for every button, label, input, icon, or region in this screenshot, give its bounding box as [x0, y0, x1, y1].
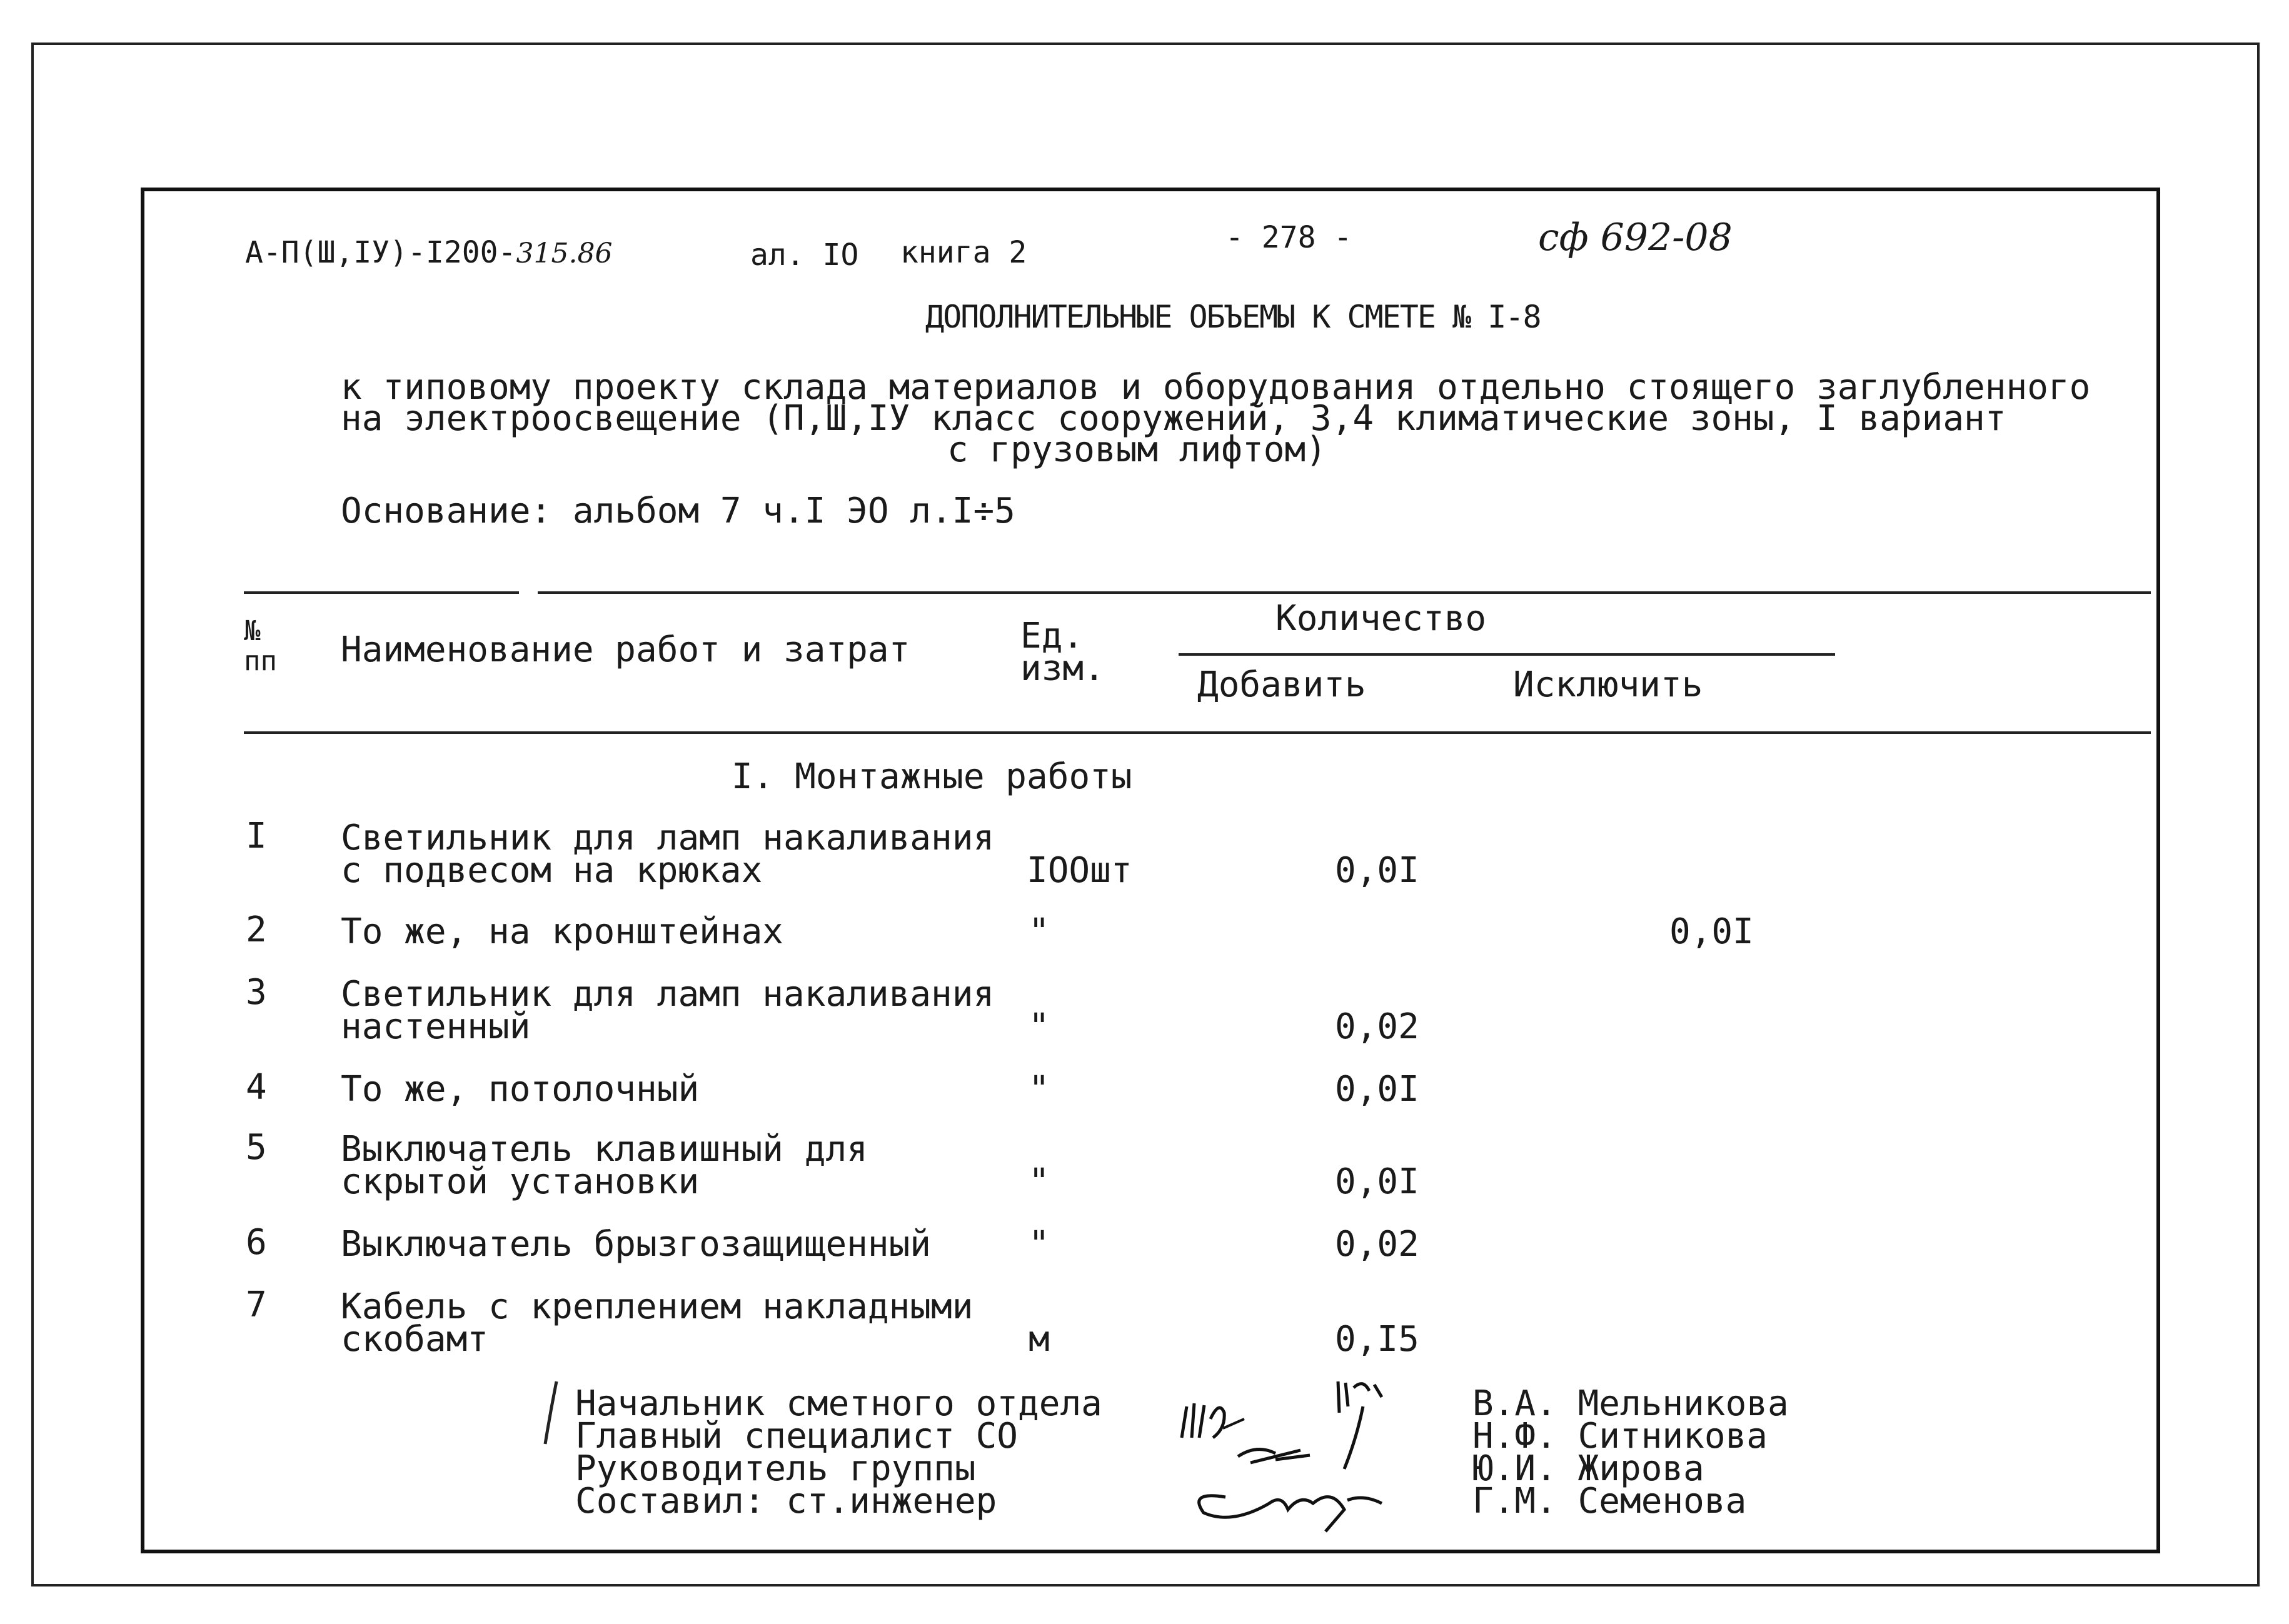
subtitle-line-3: с грузовым лифтом)	[947, 429, 1327, 470]
row-7-name: Кабель с креплением накладными скобамт	[341, 1286, 973, 1360]
signatory-role-3: Руководитель группы	[575, 1448, 976, 1489]
row-4-unit: "	[1029, 1069, 1050, 1110]
row-1-unit: IOOшт	[1027, 850, 1132, 891]
row-6-num: 6	[246, 1222, 267, 1263]
row-6-unit: "	[1029, 1224, 1050, 1265]
row-2-num: 2	[246, 910, 267, 950]
album-number: ал. IO	[750, 238, 859, 273]
col-header-name: Наименование работ и затрат	[341, 629, 910, 670]
section-heading: I. Монтажные работы	[732, 756, 1132, 797]
row-7-num: 7	[246, 1285, 267, 1325]
page-number: - 278 -	[1225, 220, 1352, 255]
col-header-unit: Ед. изм.	[1020, 616, 1105, 689]
stamp-number: сф 692-08	[1538, 216, 1733, 259]
row-3-add: 0,02	[1335, 1006, 1419, 1047]
row-3-name: Светильник для ламп накаливания настенный	[341, 974, 995, 1047]
signatory-role-1: Начальник сметного отдела	[575, 1383, 1102, 1424]
row-4-add: 0,0I	[1335, 1069, 1419, 1110]
row-2-name: То же, на кронштейнах	[341, 911, 784, 952]
col-header-num: № пп	[244, 615, 277, 677]
quantity-rule	[1179, 653, 1835, 656]
col-header-quantity: Количество	[1275, 598, 1487, 639]
basis-reference: Основание: альбом 7 ч.I ЭО л.I÷5	[341, 491, 1015, 531]
row-5-name: Выключатель клавишный для скрытой установки	[341, 1129, 868, 1202]
signatory-name-4: Г.М. Семенова	[1472, 1481, 1747, 1521]
col-header-add: Добавить	[1197, 664, 1366, 705]
signature-bracket	[538, 1375, 563, 1450]
signatory-name-3: Ю.И. Жирова	[1472, 1448, 1704, 1489]
subtitle-line-2: на электроосвещение (П,Ш,IУ класс сооружений, 3,4 климатические зоны, I вариант	[341, 398, 2006, 439]
header-rule-bottom	[244, 731, 2151, 734]
row-5-add: 0,0I	[1335, 1161, 1419, 1202]
row-6-add: 0,02	[1335, 1224, 1419, 1265]
handwritten-signatures	[1175, 1369, 1463, 1538]
row-7-add: 0,I5	[1335, 1319, 1419, 1360]
doc-code: А-П(Ш,IУ)-I200-315.86	[245, 235, 613, 270]
row-1-num: I	[246, 816, 267, 856]
row-5-num: 5	[246, 1127, 267, 1168]
row-4-name: То же, потолочный	[341, 1069, 700, 1110]
row-5-unit: "	[1029, 1161, 1050, 1202]
row-3-num: 3	[246, 972, 267, 1013]
header-rule-left	[244, 591, 519, 594]
book-number: книга 2	[900, 235, 1027, 270]
signatory-role-4: Составил: ст.инженер	[575, 1481, 997, 1521]
row-1-name: Светильник для ламп накаливания с подвесом на крюках	[341, 818, 995, 891]
row-2-exclude: 0,0I	[1669, 911, 1754, 952]
header-rule-top	[538, 591, 2151, 594]
signatory-name-2: Н.Ф. Ситникова	[1472, 1416, 1768, 1456]
row-3-unit: "	[1029, 1006, 1050, 1047]
row-6-name: Выключатель брызгозащищенный	[341, 1224, 932, 1265]
subtitle-line-1: к типовому проекту склада материалов и оборудования отдельно стоящего заглубленного	[341, 367, 2091, 408]
row-1-add: 0,0I	[1335, 850, 1419, 891]
signatory-role-2: Главный специалист СО	[575, 1416, 1019, 1456]
row-4-num: 4	[246, 1067, 267, 1108]
signatory-name-1: В.А. Мельникова	[1472, 1383, 1789, 1424]
document-title: ДОПОЛНИТЕЛЬНЫЕ ОБЪЕМЫ К СМЕТЕ № I-8	[925, 299, 1541, 335]
row-7-unit: м	[1029, 1319, 1050, 1360]
col-header-exclude: Исключить	[1513, 664, 1703, 705]
row-2-unit: "	[1029, 911, 1050, 952]
